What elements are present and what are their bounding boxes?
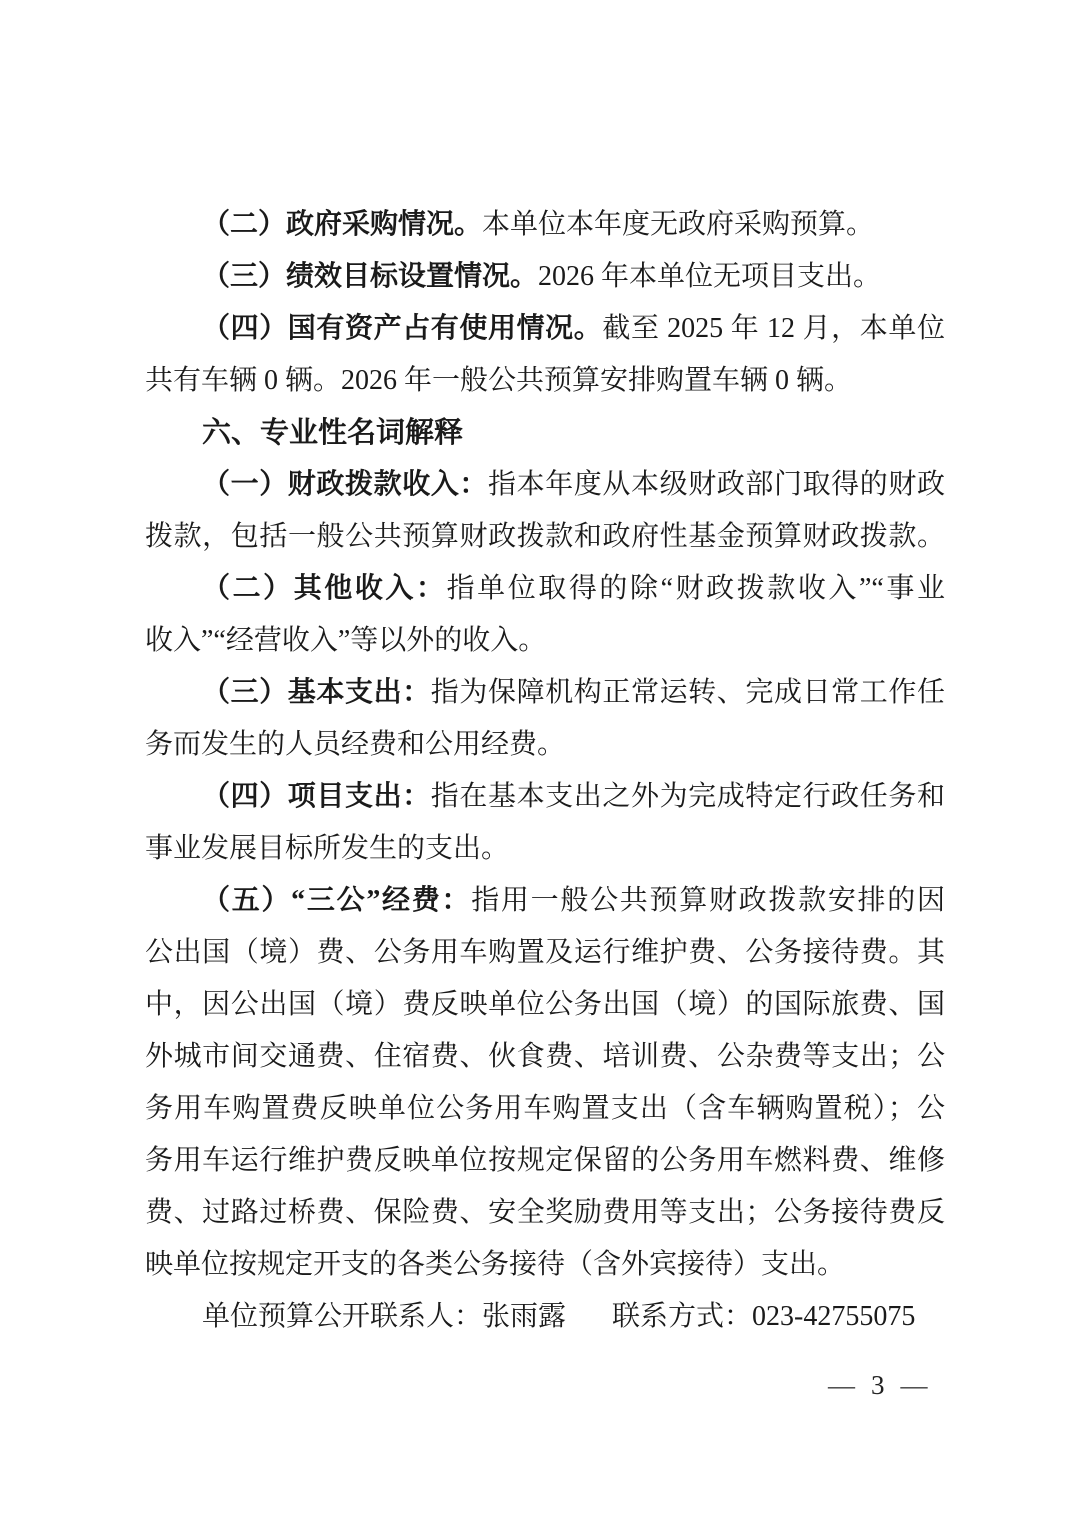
text-line (145, 1083, 945, 1135)
text-line (145, 823, 945, 875)
contact-line (145, 1291, 945, 1343)
page-footer (828, 1365, 928, 1405)
line-text: 2026 年本单位无项目支出。 (538, 261, 882, 292)
line-text: 外城市间交通费、住宿费、伙食费、培训费、公杂费等支出；公 (145, 1041, 945, 1072)
text-line (145, 251, 945, 303)
line-lead: 六、专业性名词解释 (202, 417, 464, 449)
text-line (145, 875, 945, 927)
line-lead: （四）项目支出： (202, 781, 431, 812)
line-text: 指本年度从本级财政部门取得的财政 (488, 469, 945, 500)
contact-phone-label: 联系方式： (612, 1301, 753, 1332)
text-line (145, 303, 945, 355)
line-lead: （二）其他收入： (202, 573, 447, 604)
line-text: 指在基本支出之外为完成特定行政任务和 (430, 781, 945, 812)
line-text: 共有车辆 0 辆。2026 年一般公共预算安排购置车辆 0 辆。 (145, 365, 853, 396)
text-line (145, 771, 945, 823)
line-text: 事业发展目标所发生的支出。 (145, 833, 510, 864)
text-line (145, 927, 945, 979)
line-lead: （二）政府采购情况。 (202, 209, 483, 240)
document-body (145, 199, 945, 1343)
line-lead: （五）“三公”经费： (202, 885, 472, 916)
text-line (145, 199, 945, 251)
text-line (145, 355, 945, 407)
contact-name: 张雨露 (482, 1301, 567, 1332)
line-lead: （三）基本支出： (202, 677, 431, 708)
text-line (145, 979, 945, 1031)
line-text: 中，因公出国（境）费反映单位公务出国（境）的国际旅费、国 (145, 989, 945, 1020)
line-text: 映单位按规定开支的各类公务接待（含外宾接待）支出。 (145, 1249, 846, 1280)
text-line (145, 407, 945, 459)
line-lead: （四）国有资产占有使用情况。 (202, 313, 603, 344)
text-line (145, 719, 945, 771)
footer-dash-right: — (900, 1370, 928, 1400)
line-text: 务用车购置费反映单位公务用车购置支出（含车辆购置税）；公 (145, 1093, 945, 1124)
paragraph-lines (145, 199, 945, 1291)
line-text: 本单位本年度无政府采购预算。 (482, 209, 875, 240)
text-line (145, 615, 945, 667)
line-text: 费、过路过桥费、保险费、安全奖励费用等支出；公务接待费反 (145, 1197, 945, 1228)
line-lead: （一）财政拨款收入： (202, 469, 488, 500)
line-lead: （三）绩效目标设置情况。 (202, 261, 539, 292)
page-number: 3 (871, 1370, 885, 1400)
line-text: 指为保障机构正常运转、完成日常工作任 (430, 677, 945, 708)
line-text: 指单位取得的除“财政拨款收入”“事业 (446, 573, 945, 604)
line-text: 务而发生的人员经费和公用经费。 (145, 729, 566, 760)
line-text: 拨款，包括一般公共预算财政拨款和政府性基金预算财政拨款。 (145, 521, 945, 552)
line-text: 指用一般公共预算财政拨款安排的因 (471, 885, 945, 916)
contact-phone-number: 023-42755075 (752, 1301, 916, 1332)
line-text: 务用车运行维护费反映单位按规定保留的公务用车燃料费、维修 (145, 1145, 945, 1176)
text-line (145, 667, 945, 719)
line-text: 公出国（境）费、公务用车购置及运行维护费、公务接待费。其 (145, 937, 945, 968)
line-text: 截至 2025 年 12 月，本单位 (602, 313, 945, 344)
text-line (145, 563, 945, 615)
text-line (145, 1135, 945, 1187)
line-text: 收入”“经营收入”等以外的收入。 (145, 625, 547, 656)
text-line (145, 1187, 945, 1239)
text-line (145, 511, 945, 563)
contact-label: 单位预算公开联系人： (202, 1301, 483, 1332)
footer-dash-left: — (828, 1370, 855, 1400)
text-line (145, 1031, 945, 1083)
text-line (145, 459, 945, 511)
text-line (145, 1239, 945, 1291)
